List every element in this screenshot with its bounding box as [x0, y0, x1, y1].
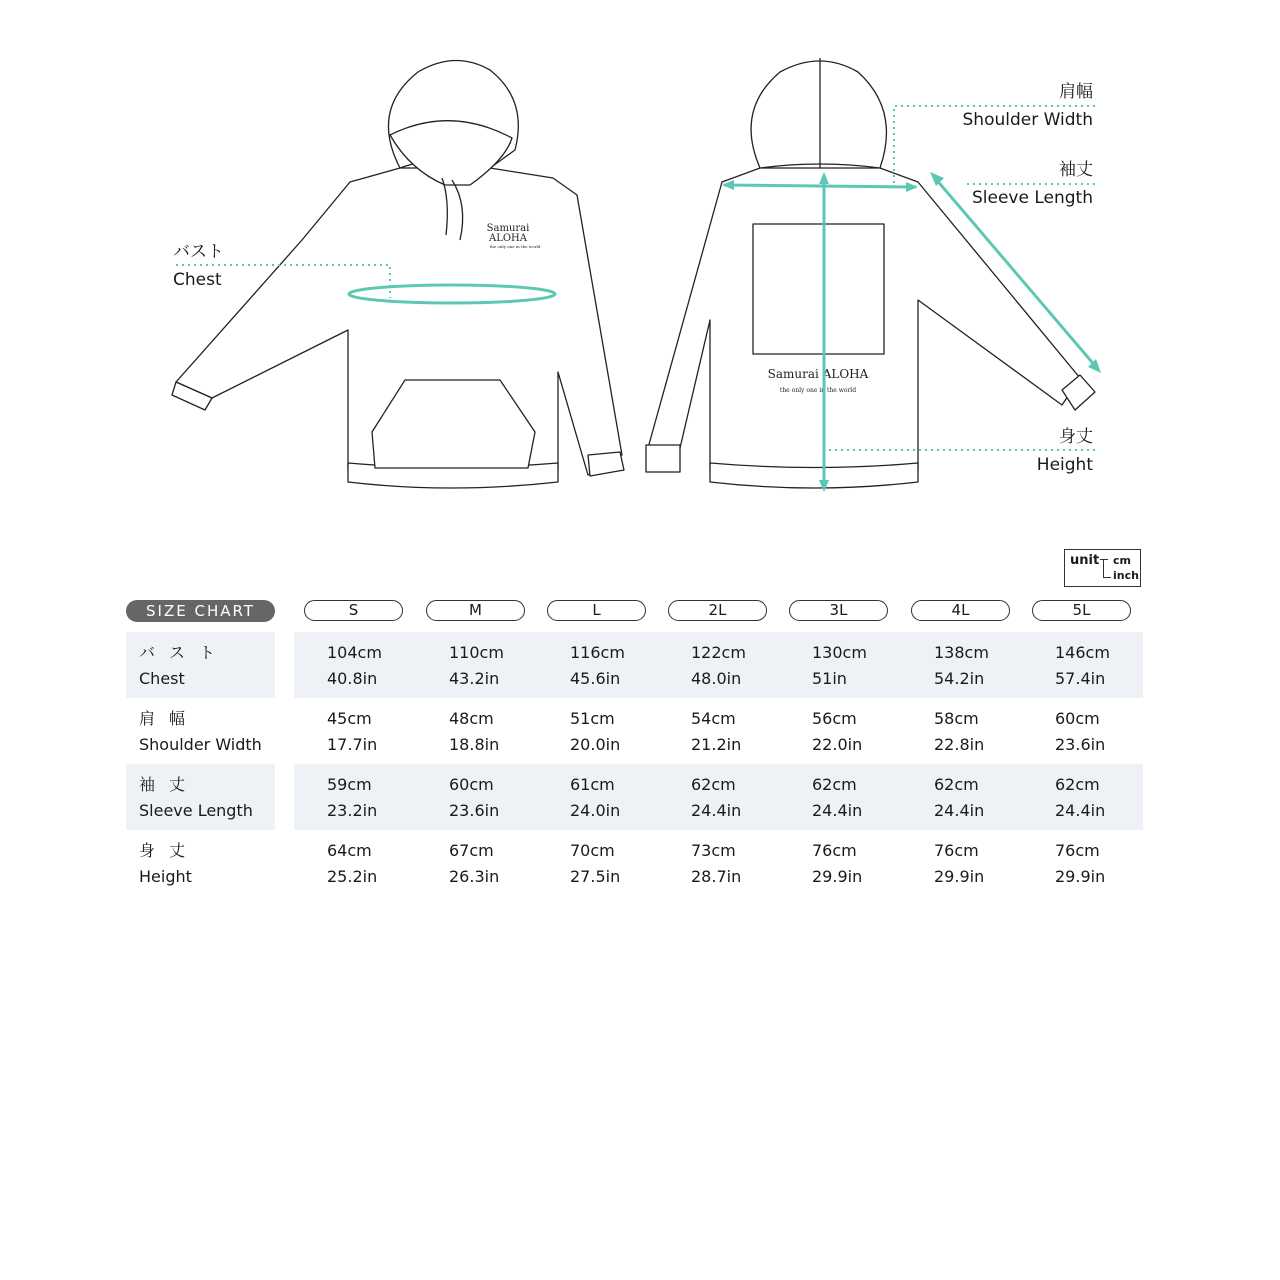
size-header-l: L: [547, 600, 646, 621]
shoulder-measure-line: [724, 185, 916, 187]
row-label: [139, 772, 253, 824]
cell-cm-value: 138cm: [934, 643, 989, 662]
cell-cm-value: 110cm: [449, 643, 504, 662]
table-cell: [449, 640, 504, 692]
cell-inch-value: 29.9in: [1055, 867, 1106, 886]
row-label-jp: 身丈: [139, 841, 200, 860]
table-cell: [449, 706, 499, 758]
cell-inch-value: 24.4in: [1055, 801, 1106, 820]
cell-cm-value: 76cm: [934, 841, 979, 860]
cell-cm-value: 116cm: [570, 643, 625, 662]
table-cell: [812, 838, 862, 890]
row-label: [139, 640, 229, 692]
table-cell: [691, 838, 741, 890]
table-cell: [327, 772, 377, 824]
size-header-3l: 3L: [789, 600, 888, 621]
cell-inch-value: 22.0in: [812, 735, 863, 754]
cell-inch-value: 27.5in: [570, 867, 621, 886]
front-logo-tagline: the only one in the world: [489, 244, 541, 249]
front-logo-line2: ALOHA: [488, 233, 528, 244]
cell-cm-value: 70cm: [570, 841, 615, 860]
cell-cm-value: 51cm: [570, 709, 615, 728]
table-cell: [812, 772, 862, 824]
table-cell: [812, 706, 862, 758]
cell-inch-value: 48.0in: [691, 669, 742, 688]
size-header-m: M: [426, 600, 525, 621]
cell-cm-value: 61cm: [570, 775, 615, 794]
unit-inch: inch: [1113, 569, 1139, 582]
cell-inch-value: 26.3in: [449, 867, 500, 886]
row-label-jp: バスト: [139, 643, 230, 662]
sleeve-label-en: Sleeve Length: [972, 188, 1093, 208]
cell-cm-value: 62cm: [812, 775, 857, 794]
table-cell: [691, 706, 741, 758]
back-logo-name: Samurai ALOHA: [767, 367, 869, 381]
table-cell: [327, 640, 382, 692]
row-label-en: Shoulder Width: [139, 735, 262, 754]
table-cell: [570, 640, 625, 692]
cell-cm-value: 146cm: [1055, 643, 1110, 662]
size-header-5l: 5L: [1032, 600, 1131, 621]
sleeve-label: [972, 156, 1093, 212]
row-label-jp: 肩幅: [139, 709, 200, 728]
cell-inch-value: 29.9in: [934, 867, 985, 886]
cell-cm-value: 73cm: [691, 841, 736, 860]
cell-inch-value: 51in: [812, 669, 847, 688]
size-header-4l: 4L: [911, 600, 1010, 621]
cell-cm-value: 104cm: [327, 643, 382, 662]
row-label-en: Sleeve Length: [139, 801, 253, 820]
unit-bracket: [1103, 559, 1110, 578]
cell-inch-value: 45.6in: [570, 669, 621, 688]
row-label: [139, 706, 262, 758]
cell-cm-value: 76cm: [812, 841, 857, 860]
table-cell: [1055, 772, 1105, 824]
cell-inch-value: 18.8in: [449, 735, 500, 754]
cell-inch-value: 23.6in: [449, 801, 500, 820]
unit-legend: [1064, 549, 1141, 587]
row-label-en: Chest: [139, 669, 185, 688]
cell-inch-value: 29.9in: [812, 867, 863, 886]
shoulder-label: [963, 78, 1094, 134]
cell-cm-value: 56cm: [812, 709, 857, 728]
cell-inch-value: 28.7in: [691, 867, 742, 886]
chest-label-jp: バスト: [173, 242, 224, 262]
cell-inch-value: 24.4in: [691, 801, 742, 820]
front-logo-line1: Samurai: [486, 223, 530, 234]
cell-inch-value: 24.4in: [812, 801, 863, 820]
cell-cm-value: 67cm: [449, 841, 494, 860]
unit-label: unit: [1070, 553, 1100, 568]
cell-cm-value: 45cm: [327, 709, 372, 728]
cell-inch-value: 23.2in: [327, 801, 378, 820]
cell-cm-value: 58cm: [934, 709, 979, 728]
size-chart-title: SIZE CHART: [126, 600, 275, 622]
row-label-en: Height: [139, 867, 192, 886]
table-cell: [1055, 640, 1110, 692]
table-cell: [449, 772, 499, 824]
height-label: [1037, 423, 1093, 479]
hoodie-front-drawing: [172, 60, 624, 488]
table-cell: [691, 772, 741, 824]
cell-inch-value: 54.2in: [934, 669, 985, 688]
cell-inch-value: 20.0in: [570, 735, 621, 754]
table-cell: [570, 706, 620, 758]
cell-cm-value: 62cm: [934, 775, 979, 794]
table-cell: [691, 640, 746, 692]
table-cell: [934, 640, 989, 692]
chest-label: [173, 238, 224, 294]
size-header-s: S: [304, 600, 403, 621]
shoulder-label-en: Shoulder Width: [962, 110, 1093, 130]
cell-inch-value: 25.2in: [327, 867, 378, 886]
shoulder-label-jp: 肩幅: [1059, 82, 1093, 102]
cell-inch-value: 24.4in: [934, 801, 985, 820]
height-label-en: Height: [1036, 455, 1093, 475]
cell-inch-value: 23.6in: [1055, 735, 1106, 754]
cell-inch-value: 57.4in: [1055, 669, 1106, 688]
table-cell: [934, 772, 984, 824]
table-cell: [1055, 838, 1105, 890]
height-label-jp: 身丈: [1059, 427, 1093, 447]
cell-cm-value: 122cm: [691, 643, 746, 662]
table-cell: [327, 706, 377, 758]
cell-cm-value: 130cm: [812, 643, 867, 662]
cell-inch-value: 24.0in: [570, 801, 621, 820]
table-cell: [570, 772, 620, 824]
table-cell: [570, 838, 620, 890]
chest-label-en: Chest: [173, 270, 222, 290]
cell-cm-value: 54cm: [691, 709, 736, 728]
cell-cm-value: 59cm: [327, 775, 372, 794]
size-header-2l: 2L: [668, 600, 767, 621]
cell-inch-value: 22.8in: [934, 735, 985, 754]
cell-cm-value: 64cm: [327, 841, 372, 860]
sleeve-label-jp: 袖丈: [1059, 160, 1093, 180]
table-cell: [449, 838, 499, 890]
row-label: [139, 838, 199, 890]
cell-cm-value: 60cm: [1055, 709, 1100, 728]
row-label-jp: 袖丈: [139, 775, 200, 794]
table-cell: [812, 640, 867, 692]
cell-cm-value: 76cm: [1055, 841, 1100, 860]
table-cell: [934, 838, 984, 890]
table-cell: [934, 706, 984, 758]
cell-cm-value: 62cm: [691, 775, 736, 794]
cell-inch-value: 43.2in: [449, 669, 500, 688]
cell-inch-value: 40.8in: [327, 669, 378, 688]
table-cell: [327, 838, 377, 890]
cell-cm-value: 48cm: [449, 709, 494, 728]
cell-inch-value: 21.2in: [691, 735, 742, 754]
unit-cm: cm: [1113, 554, 1131, 567]
cell-inch-value: 17.7in: [327, 735, 378, 754]
table-cell: [1055, 706, 1105, 758]
cell-cm-value: 62cm: [1055, 775, 1100, 794]
back-logo-tagline: the only one in the world: [779, 387, 857, 394]
cell-cm-value: 60cm: [449, 775, 494, 794]
